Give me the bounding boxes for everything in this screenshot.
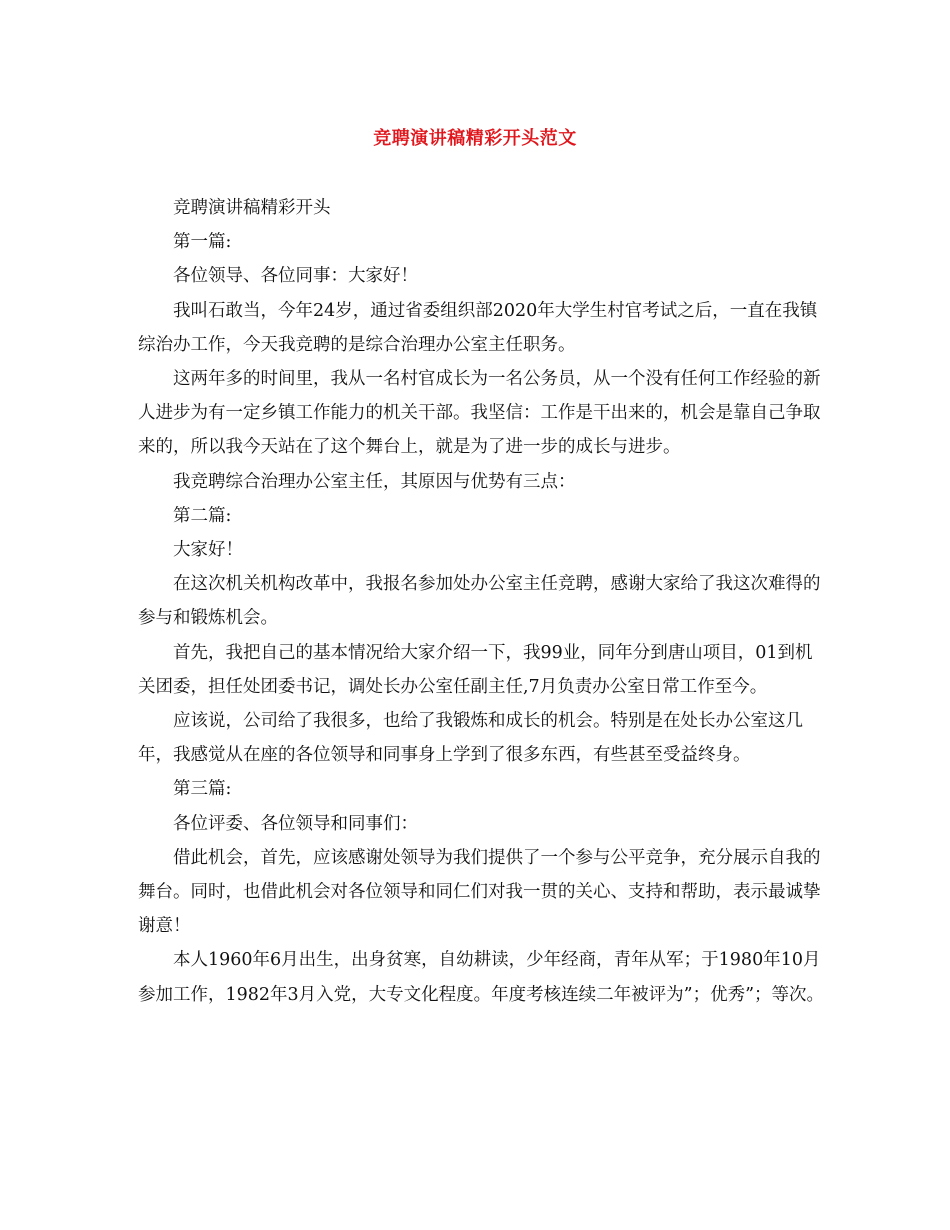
paragraph-2: 第一篇: bbox=[173, 232, 232, 253]
document-title: 竞聘演讲稿精彩开头范文 bbox=[373, 128, 577, 149]
paragraph-7: 第二篇: bbox=[173, 505, 232, 526]
paragraph-15: 本人1960年6月出生，出身贫寒，自幼耕读，少年经商，青年从军；于1980年10月参加工作，1982年3月入党，大专文化程度。年度考核连续二年被评为”；优秀”；等次。 bbox=[138, 950, 825, 1005]
paragraph-10: 首先，我把自己的基本情况给大家介绍一下，我99业，同年分到唐山项目，01到机关团委，担任处团委书记，调处长办公室任副主任,7月负责办公室日常工作至今。 bbox=[138, 642, 813, 697]
paragraph-11: 应该说，公司给了我很多，也给了我锻炼和成长的机会。特别是在处长办公室这几年，我感觉从在座的各位领导和同事身上学到了很多东西，有些甚至受益终身。 bbox=[138, 711, 803, 766]
paragraph-3: 各位领导、各位同事：大家好！ bbox=[173, 266, 418, 287]
paragraph-1: 竞聘演讲稿精彩开头 bbox=[173, 198, 331, 218]
paragraph-13: 各位评委、各位领导和同事们： bbox=[173, 813, 418, 834]
paragraph-12: 第三篇: bbox=[173, 779, 232, 800]
paragraph-5: 这两年多的时间里，我从一名村官成长为一名公务员，从一个没有任何工作经验的新人进步为有一定乡镇工作能力的机关干部。我坚信：工作是干出来的，机会是靠自己争取来的，所以我今天站在了这个舞台上，就是为了进一步的成长与进步。 bbox=[138, 369, 821, 458]
paragraph-6: 我竞聘综合治理办公室主任，其原因与优势有三点： bbox=[173, 471, 576, 492]
paragraph-4: 我叫石敢当，今年24岁，通过省委组织部2020年大学生村官考试之后，一直在我镇综治办工作，今天我竞聘的是综合治理办公室主任职务。 bbox=[138, 300, 818, 355]
document-body bbox=[138, 191, 828, 1012]
paragraph-9: 在这次机关机构改革中，我报名参加处办公室主任竞聘，感谢大家给了我这次难得的参与和锻炼机会。 bbox=[138, 574, 821, 629]
paragraph-14: 借此机会，首先，应该感谢处领导为我们提供了一个参与公平竞争，充分展示自我的舞台。同时，也借此机会对各位领导和同仁们对我一贯的关心、支持和帮助，表示最诚挚谢意！ bbox=[138, 847, 821, 937]
paragraph-8: 大家好！ bbox=[173, 540, 243, 561]
